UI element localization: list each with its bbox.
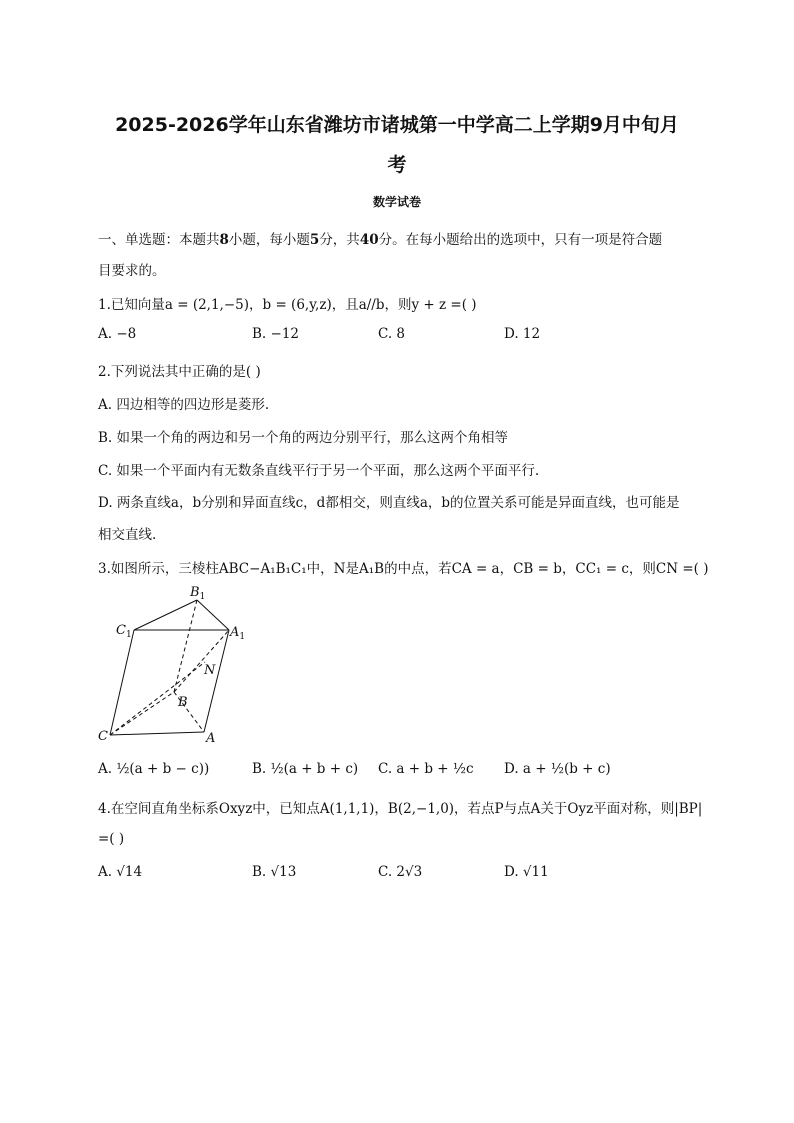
section-text-1: 一、单选题：本题共 bbox=[98, 232, 220, 248]
edge-b1-b bbox=[174, 600, 197, 692]
q2-option-b: B. 如果一个角的两边和另一个角的两边分别平行，那么这两个角相等 bbox=[98, 430, 509, 446]
label-n: N bbox=[204, 663, 216, 678]
q1-option-a: A. −8 bbox=[98, 326, 137, 342]
label-a1: $A_1$ bbox=[230, 625, 246, 642]
q4-stem-line2: =( ) bbox=[98, 831, 125, 847]
q1-option-b: B. −12 bbox=[252, 326, 299, 342]
q3-option-c: C. a + b + ½c bbox=[378, 761, 474, 777]
page-title-line2: 考 bbox=[387, 154, 407, 176]
q1-stem: 1.已知向量a = (2,1,−5)，b = (6,y,z)，且a//b，则y + z =( ) bbox=[98, 297, 477, 313]
q4-option-a: A. √14 bbox=[98, 864, 143, 880]
q2-option-a: A. 四边相等的四边形是菱形. bbox=[98, 397, 270, 413]
label-b1: $B_1$ bbox=[190, 585, 206, 602]
q2-option-c: C. 如果一个平面内有无数条直线平行于另一个平面，那么这两个平面平行. bbox=[98, 463, 540, 479]
section-text-4: 分。在每小题给出的选项中，只有一项是符合题 bbox=[378, 232, 663, 248]
page-subtitle: 数学试卷 bbox=[372, 195, 421, 209]
q4-option-d: D. √11 bbox=[504, 864, 549, 880]
q4-stem-line1: 4.在空间直角坐标系Oxyz中，已知点A(1,1,1)，B(2,−1,0)，若点P与点A关于Oyz平面对称，则|BP| bbox=[98, 801, 703, 817]
section-total: 40 bbox=[359, 232, 379, 248]
label-a: A bbox=[206, 731, 216, 745]
edge-c1-b1 bbox=[134, 600, 197, 630]
q1-option-c: C. 8 bbox=[378, 326, 406, 342]
q3-option-b: B. ½(a + b + c) bbox=[252, 761, 359, 777]
edge-a1-a bbox=[204, 630, 229, 732]
edge-b1-a1 bbox=[197, 600, 229, 630]
q2-option-d-line2: 相交直线. bbox=[98, 527, 157, 543]
edge-c-a bbox=[110, 732, 204, 735]
section-text-2: 小题，每小题 bbox=[228, 232, 310, 248]
edge-c1-c bbox=[110, 630, 134, 735]
label-b: B bbox=[178, 695, 188, 710]
section-heading-line2: 目要求的。 bbox=[98, 263, 166, 279]
q3-option-d: D. a + ½(b + c) bbox=[504, 761, 611, 777]
q3-option-a: A. ½(a + b − c)) bbox=[98, 761, 210, 777]
q4-option-c: C. 2√3 bbox=[378, 864, 423, 880]
page-title-line1: 2025-2026学年山东省潍坊市诸城第一中学高二上学期9月中旬月 bbox=[115, 114, 679, 136]
edge-b-a1 bbox=[174, 630, 229, 692]
section-score: 5 bbox=[309, 232, 320, 248]
edge-c-b bbox=[110, 692, 174, 735]
q2-stem: 2.下列说法其中正确的是( ) bbox=[98, 364, 261, 380]
label-c: C bbox=[98, 729, 108, 744]
q2-option-d-line1: D. 两条直线a，b分别和异面直线c，d都相交，则直线a，b的位置关系可能是异面直线，也可能是 bbox=[98, 495, 680, 511]
section-heading bbox=[98, 228, 662, 248]
prism-figure bbox=[94, 580, 254, 745]
label-c1: $C_1$ bbox=[116, 623, 132, 640]
section-count: 8 bbox=[219, 232, 229, 248]
q1-option-d: D. 12 bbox=[504, 326, 541, 342]
q3-stem: 3.如图所示，三棱柱ABC−A₁B₁C₁中，N是A₁B的中点，若CA = a，CB = b，CC₁ = c，则CN =( ) bbox=[98, 561, 709, 577]
q4-option-b: B. √13 bbox=[252, 864, 297, 880]
section-text-3: 分，共 bbox=[319, 232, 360, 248]
